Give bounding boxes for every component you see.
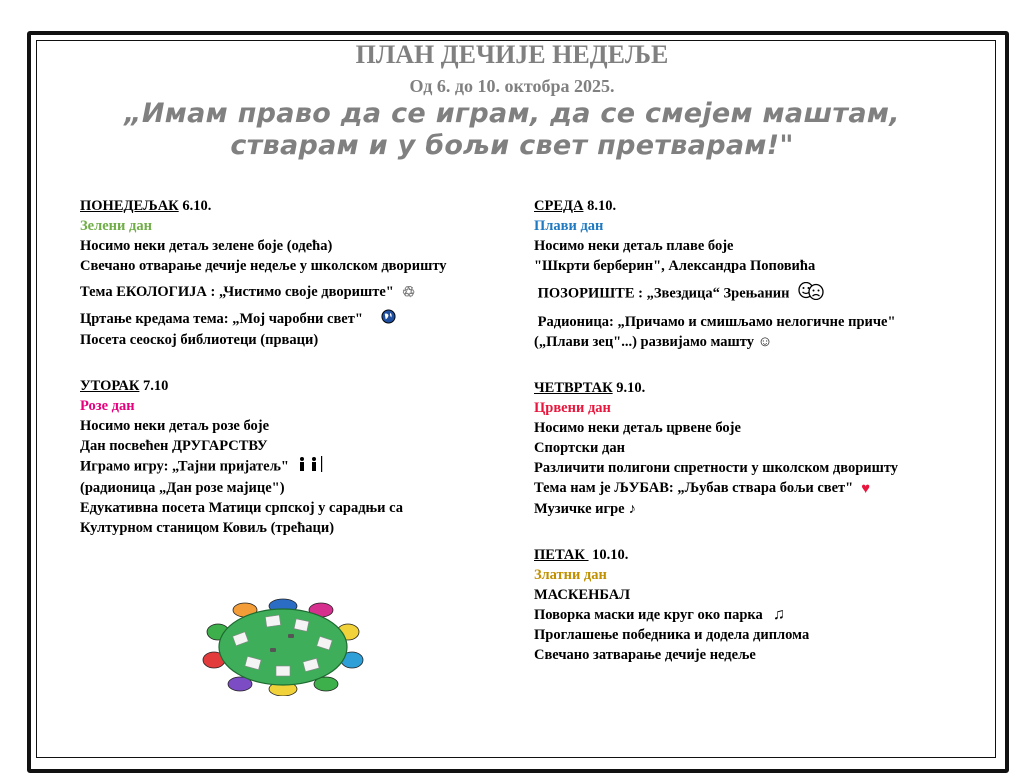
right-column xyxy=(534,196,898,665)
tuesday-line: Дан посвећен ДРУГАРСТВУ xyxy=(80,437,268,454)
tuesday-color-day: Розе дан xyxy=(80,397,135,414)
friday-line: Проглашење победника и додела диплома xyxy=(534,627,810,644)
heart-icon: ♥ xyxy=(861,480,871,497)
motto-line-1: „Имам право да се играм, да се смејем маштам, xyxy=(124,98,900,129)
wednesday-date: 8.10. xyxy=(583,198,617,214)
motto-line-2: стварам и у бољи свет претварам!" xyxy=(230,130,794,161)
wednesday-line: ПОЗОРИШТЕ : „Звездица“ Зрењанин xyxy=(534,285,790,302)
globe-icon xyxy=(381,309,396,330)
tuesday-heading xyxy=(80,376,447,396)
page-title: ПЛАН ДЕЧИЈЕ НЕДЕЉЕ xyxy=(355,40,669,69)
monday-line: Носимо неки детаљ зелене боје (одећа) xyxy=(80,238,333,254)
thursday-date: 9.10. xyxy=(612,380,646,396)
friday-name: ПЕТАК xyxy=(534,546,589,563)
left-column xyxy=(80,196,447,538)
monday-color-day: Зелени дан xyxy=(80,218,152,234)
children-around-table-icon xyxy=(200,598,366,696)
tuesday-name: УТОРАК xyxy=(80,377,140,394)
monday-date: 6.10. xyxy=(178,198,212,214)
thursday-color-day: Црвени дан xyxy=(534,400,611,416)
friday-heading xyxy=(534,545,898,565)
wednesday-name: СРЕДА xyxy=(534,198,584,214)
wednesday-line-with-icon xyxy=(534,282,898,306)
thursday-name: ЧЕТВРТАК xyxy=(534,380,613,396)
tuesday-line: Носимо неки детаљ розе боје xyxy=(80,417,270,434)
monday-line: Свечано отварање дечије недеље у школском дворишту xyxy=(80,258,447,274)
thursday-line: Спортски дан xyxy=(534,440,625,456)
thursday-line-with-icon xyxy=(534,499,898,519)
wednesday-line: („Плави зец"...) развијамо машту ☺ xyxy=(534,334,773,350)
thursday-line: Тема нам је ЉУБАВ: „Љубав ствара бољи свет" xyxy=(534,480,854,496)
friday-date: 10.10. xyxy=(588,546,629,563)
wednesday-line: Носимо неки детаљ плаве боје xyxy=(534,238,734,254)
music-notes-icon: ♫ xyxy=(772,606,785,624)
monday-line: Цртање кредама тема: „Мој чаробни свет" xyxy=(80,310,363,327)
monday-line: Посета сеоској библиотеци (прваци) xyxy=(80,331,319,348)
thursday-heading xyxy=(534,378,898,398)
friday-line: Свечано затварање дечије недеље xyxy=(534,647,756,664)
friday-color-day: Златни дан xyxy=(534,566,607,583)
page-dates: Од 6. до 10. октобра 2025. xyxy=(409,76,615,96)
monday-heading xyxy=(80,196,447,216)
monday-name: ПОНЕДЕЉАК xyxy=(80,198,179,214)
thursday-line-with-icon xyxy=(534,478,898,499)
thursday-line: Носимо неки детаљ црвене боје xyxy=(534,420,741,436)
tuesday-date: 7.10 xyxy=(139,377,169,394)
theater-masks-icon xyxy=(798,282,824,306)
tuesday-line: Едукативна посета Матици српској у сарадњи са xyxy=(80,499,403,516)
thursday-line: Различити полигони спретности у школском дворишту xyxy=(534,460,899,476)
friday-line: Поворка маски иде круг око парка xyxy=(534,606,763,623)
friday-line: МАСКЕНБАЛ xyxy=(534,586,631,603)
monday-line-with-icon xyxy=(80,282,447,303)
wednesday-heading xyxy=(534,196,898,216)
friday-line-with-icon xyxy=(534,605,898,626)
monday-line-with-icon xyxy=(80,309,447,330)
tuesday-line: Културном станицом Ковиљ (трећаци) xyxy=(80,519,335,536)
music-note-icon: ♪ xyxy=(628,500,636,517)
monday-line: Тема ЕКОЛОГИЈА : „Чистимо своје двориште" xyxy=(80,284,394,300)
wednesday-color-day: Плави дан xyxy=(534,218,604,234)
wednesday-line: Радионица: „Причамо и смишљамо нелогичне приче" xyxy=(534,314,896,330)
tuesday-line-with-icon xyxy=(80,456,447,478)
tuesday-line: Играмо игру: „Тајни пријатељ" xyxy=(80,458,289,475)
wednesday-line: "Шкрти берберин", Александра Поповића xyxy=(534,258,816,274)
people-icon xyxy=(297,456,327,478)
recycle-icon: ♲ xyxy=(401,284,416,301)
motto xyxy=(0,98,1024,162)
tuesday-line: (радионица „Дан розе мајице") xyxy=(80,479,285,496)
thursday-line: Музичке игре xyxy=(534,500,625,517)
